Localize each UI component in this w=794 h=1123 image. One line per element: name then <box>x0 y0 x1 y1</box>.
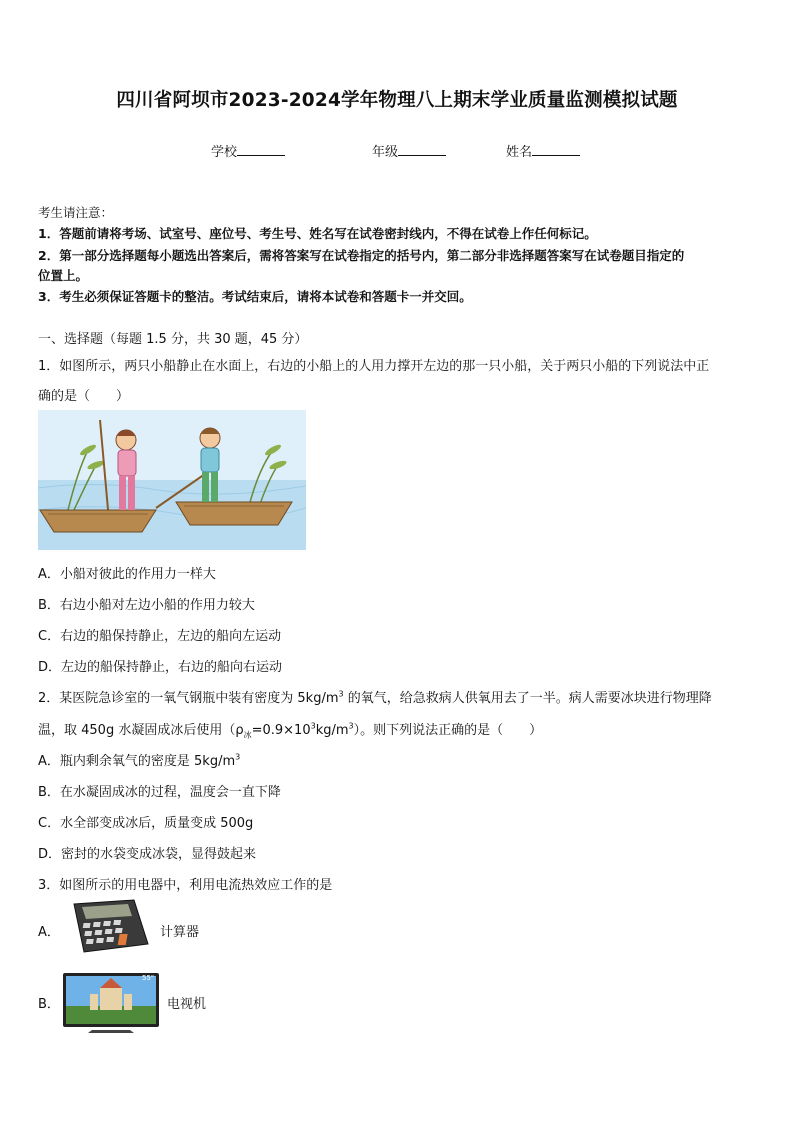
tv-size-label: 55" <box>142 974 155 982</box>
q3-option-b-text: 电视机 <box>167 997 207 1012</box>
notice-item-2-cont: 位置上。 <box>38 268 89 283</box>
section-heading: 一、选择题（每题 1.5 分，共 30 题，45 分） <box>38 332 308 347</box>
notice-item-2: 2．第一部分选择题每小题选出答案后，需将答案写在试卷指定的括号内，第二部分非选择题答案写在试卷题目指定的 <box>38 248 685 263</box>
school-field[interactable]: 学校 <box>211 141 285 160</box>
q2-stem-line2: 温，取 450g 水凝固成冰后使用$(\rho_冰=0.9\times 10^3kg/m^3)$。则下列说法正确的是（ ） <box>38 721 543 740</box>
q1-option-c: C．右边的船保持静止，左边的船向左运动 <box>38 629 282 644</box>
q3-stem: 3．如图所示的用电器中，利用电流热效应工作的是 <box>38 878 333 893</box>
q2-option-c: C．水全部变成冰后，质量变成 500g <box>38 816 254 831</box>
q2-stem-line1: 2．某医院急诊室的一氧气钢瓶中装有密度为 $5kg/m^3$ 的氧气，给急救病人供氧用去了一半。病人需要冰块进行物理降 <box>38 689 712 706</box>
notice-item-3: 3．考生必须保证答题卡的整洁。考试结束后，请将本试卷和答题卡一并交回。 <box>38 289 472 304</box>
name-field[interactable]: 姓名 <box>506 141 580 160</box>
notice-item-1: 1．答题前请将考场、试室号、座位号、考生号、姓名写在试卷密封线内，不得在试卷上作任何标记。 <box>38 226 597 241</box>
page-title: 四川省阿坝市2023-2024学年物理八上期末学业质量监测模拟试题 <box>116 90 678 111</box>
q1-option-b: B．右边小船对左边小船的作用力较大 <box>38 598 255 613</box>
notice-header: 考生请注意： <box>38 205 114 220</box>
q2-option-d: D．密封的水袋变成冰袋，显得鼓起来 <box>38 847 257 862</box>
q2-option-a: A．瓶内剩余氧气的密度是 $5kg/m^3$ <box>38 752 241 769</box>
q1-option-a: A．小船对彼此的作用力一样大 <box>38 567 216 582</box>
calculator-icon <box>64 898 150 954</box>
q2-option-b: B．在水凝固成冰的过程，温度会一直下降 <box>38 785 281 800</box>
q3-option-a-label: A． <box>38 925 60 940</box>
q1-stem-line1: 1．如图所示，两只小船静止在水面上，右边的小船上的人用力撑开左边的那一只小船，关于两只小船的下列说法中正 <box>38 359 710 374</box>
two-boats-illustration <box>38 410 306 550</box>
q1-option-d: D．左边的船保持静止，右边的船向右运动 <box>38 660 283 675</box>
student-info-row <box>0 141 794 161</box>
q3-option-a-text: 计算器 <box>160 925 200 940</box>
q1-stem-line2: 确的是（ ） <box>38 389 130 404</box>
q3-option-b-label: B． <box>38 997 60 1012</box>
grade-field[interactable]: 年级 <box>372 141 446 160</box>
